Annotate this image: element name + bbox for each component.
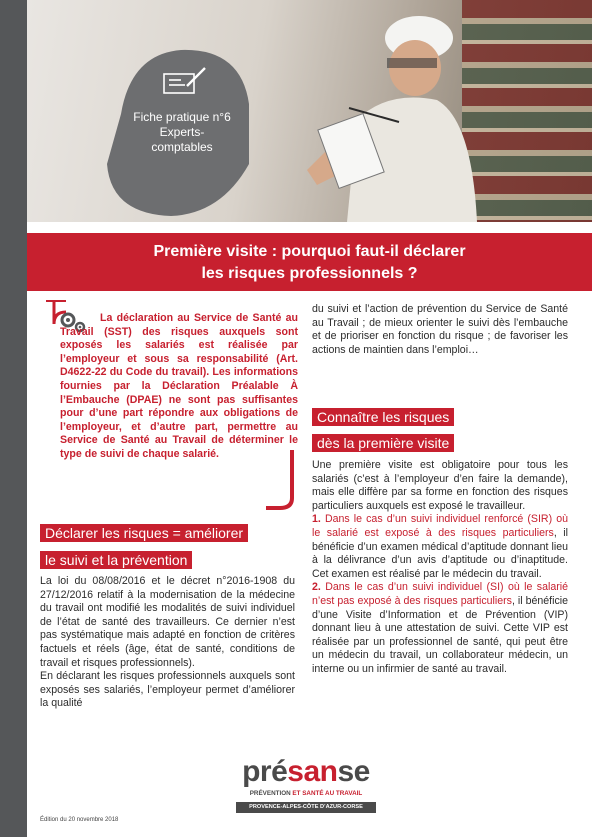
logo-part-san: san (287, 755, 338, 788)
presanse-logo (236, 757, 376, 827)
item1-number: 1. (312, 513, 321, 526)
section2-intro: Une première visite est obligatoire pour tous les salariés (c’est à l’employeur d’en faire la demande), mais elle diffère par sa forme en fonction des risques particuliers auxquels est exposé le travailleur. (312, 459, 568, 512)
title-line-1: Première visite : pourquoi faut-il déclarer (153, 243, 466, 260)
logo-part-se: se (337, 755, 370, 788)
logo-wordmark (236, 757, 376, 787)
edition-date: Édition du 20 novembre 2018 (40, 817, 119, 823)
section1-heading-line2: le suivi et la prévention (40, 551, 192, 569)
section1-paragraph-2: En déclarant les risques professionnels auxquels sont exposés ses salariés, l’employeur permet d’améliorer la qualité (40, 670, 295, 710)
right-top-body (312, 303, 568, 357)
logo-tagline-1: PRÉVENTION (249, 790, 293, 797)
badge-line-1: Fiche pratique n°6 (133, 110, 231, 124)
section1-heading-line1: Déclarer les risques = améliorer (40, 524, 248, 542)
item2-rest-text: , il bénéficie d’une Visite d’Information et de Prévention (VIP) donnant lieu à une attestation de suivi. Cette VIP est réalisée par un professionnel de santé, qui peut être un médecin du travail, un collaborateur médecin, un interne ou un infirmier de santé au travail. (312, 594, 568, 675)
right-top-paragraph: du suivi et l’action de prévention du Service de Santé au Travail ; de mieux orienter le suivi dès l’embauche et de prioriser en fonction du risque ; de favoriser les actions de maintien dans l’emploi… (312, 303, 568, 356)
section2-heading-line1: Connaître les risques (312, 408, 454, 426)
left-sidebar-bar (0, 0, 27, 837)
badge-line-3: comptables (151, 140, 213, 154)
item2-number: 2. (312, 581, 321, 594)
logo-region: PROVENCE-ALPES-CÔTE D’AZUR-CORSE (236, 802, 376, 813)
form-pen-icon (163, 66, 207, 94)
page-title (27, 241, 592, 285)
title-band (27, 233, 592, 291)
fiche-badge (101, 44, 249, 218)
worker-illustration (287, 10, 477, 222)
title-line-2: les risques professionnels ? (201, 265, 418, 282)
section1-body (40, 575, 295, 711)
callout-box (40, 300, 300, 512)
section1-paragraph-1: La loi du 08/08/2016 et le décret n°2016-1908 du 27/12/2016 relatif à la modernisation de la médecine du travail ont modifié les modalités de suivi individuel de l’état de santé des travailleurs. Ce dernier n’est pas systématique mais adapté en fonction de critères factuels et réels (âge, état de santé, conditions de travail et risques professionnels). (40, 575, 295, 669)
section2-body (312, 459, 568, 677)
callout-text: La déclaration au Service de Santé au Travail (SST) des risques auxquels sont exposés les salariés est réalisée par l’employeur et sous sa responsabilité (Art. D4622-22 du Code du travail). Les informations fournies par la Déclaration Préalable À l’Embauche (DPAE) ne sont pas suffisantes pour d’une part répondre aux obligations de l’employeur, et d’autre part, permettre au Service de Santé au Travail de déterminer le type de suivi de chaque salarié. (60, 312, 298, 460)
section2-item-2 (312, 581, 568, 676)
item1-rest-text: , il bénéficie d’un examen médical d’aptitude donnant lieu à la délivrance d’un avis d’aptitude ou d’inaptitude. Cet examen est réalisé par le médecin du travail. (312, 526, 568, 580)
item1-red-text: Dans le cas d’un suivi individuel renforcé (SIR) où le salarié est exposé à des risques particuliers (312, 513, 568, 539)
section2-heading-line2: dès la première visite (312, 434, 454, 452)
shelves-background (462, 0, 592, 222)
badge-text (101, 110, 277, 155)
logo-part-pre: pré (242, 755, 288, 788)
logo-tagline (236, 790, 376, 797)
badge-line-2: Experts- (159, 125, 205, 139)
logo-tagline-2: ET SANTÉ AU TRAVAIL (292, 790, 363, 797)
item2-red-text: Dans le cas d’un suivi individuel (SI) où le salarié n’est pas exposé à des risques particuliers (312, 581, 568, 607)
section2-item-1 (312, 513, 568, 581)
